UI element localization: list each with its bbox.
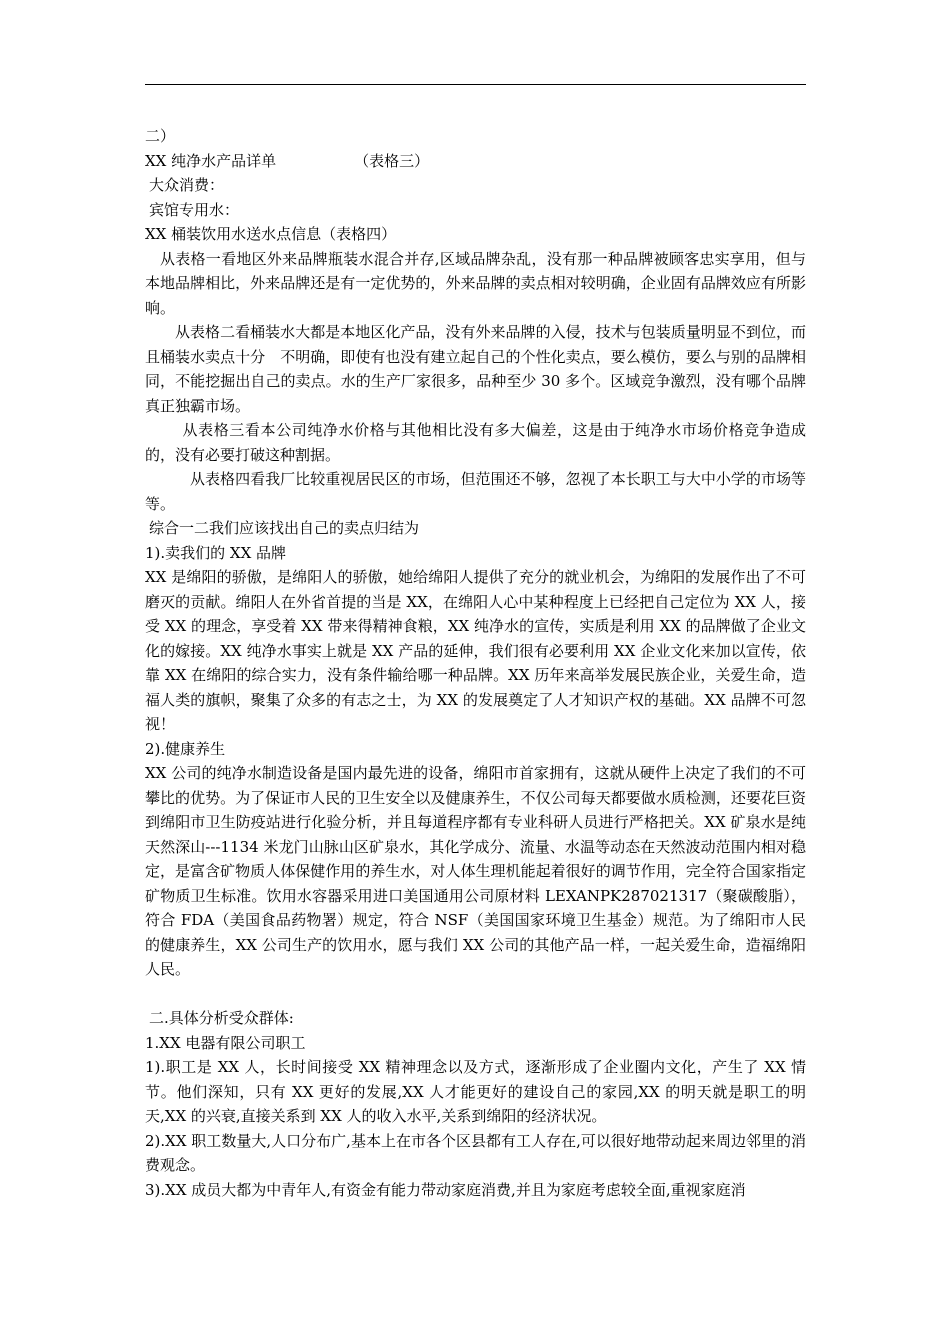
product-list-line xyxy=(145,149,806,174)
paragraph-table-three: 从表格三看本公司纯净水价格与其他相比没有多大偏差，这是由于纯净水市场价格竞争造成的，没有必要打破这种割据。 xyxy=(145,421,806,464)
paragraph-health: XX 公司的纯净水制造设备是国内最先进的设备，绵阳市首家拥有，这就从硬件上决定了我们的不可攀比的优势。为了保证市人民的卫生安全以及健康养生，不仅公司每天都要做水质检测，还要花巨资到绵阳市卫生防疫站进行化验分析，并且每道程序都有专业科研人员进行严格把关。XX 矿泉水是纯天然深山---1134 米龙门山脉山区矿泉水，其化学成分、流量、水温等动态在天然波动范围内相对稳定，是富含矿物质人体保健作用的养生水，对人体生理机能起着很好的调节作用，完全符合国家指定矿物质卫生标准。饮用水容器采用进口美国通用公司原材料 LEXANPK287021317（聚碳酸脂），符合 FDA（美国食品药物署）规定，符合 NSF（美国国家环境卫生基金）规范。为了绵阳市人民的健康养生，XX 公司生产的饮用水，愿与我们 XX 公司的其他产品一样，一起关爱生命，造福绵阳人民。 xyxy=(145,764,806,978)
paragraph-employees-3: 3).XX 成员大都为中青年人,有资金有能力带动家庭消费,并且为家庭考虑较全面,重视家庭消 xyxy=(145,1180,746,1199)
hotel-water-label: 宾馆专用水： xyxy=(149,200,240,219)
summary-line: 综合一二我们应该找出自己的卖点归结为 xyxy=(149,519,420,537)
section-number: 二） xyxy=(145,127,176,145)
blank-line xyxy=(145,982,806,1007)
product-list-title: XX 纯净水产品详单 xyxy=(145,151,277,170)
heading-brand: 1).卖我们的 XX 品牌 xyxy=(145,543,287,562)
document-body xyxy=(145,124,806,1202)
table-three-label: （表格三） xyxy=(354,151,430,170)
paragraph-employees-2: 2).XX 职工数量大,人口分布广,基本上在市各个区县都有工人存在,可以很好地带动起来周边邻里的消费观念。 xyxy=(145,1131,806,1174)
paragraph-table-four: 从表格四看我厂比较重视居民区的市场，但范围还不够，忽视了本长职工与大中小学的市场等等。 xyxy=(145,470,806,513)
header-rule xyxy=(145,84,806,85)
paragraph-table-one: 从表格一看地区外来品牌瓶装水混合并存,区域品牌杂乱，没有那一种品牌被顾客忠实享用，但与本地品牌相比，外来品牌还是有一定优势的，外来品牌的卖点相对较明确，企业固有品牌效应有所影响。 xyxy=(145,249,806,317)
heading-audience: 二.具体分析受众群体: xyxy=(149,1009,294,1027)
paragraph-brand: XX 是绵阳的骄傲，是绵阳人的骄傲，她给绵阳人提供了充分的就业机会，为绵阳的发展作出了不可磨灭的贡献。绵阳人在外省首提的当是 XX，在绵阳人心中某种程度上已经把自己定位为 XX 人，接受 XX 的理念，享受着 XX 带来得精神食粮，XX 纯净水的宣传，实质是利用 XX 的品牌做了企业文化的嫁接。XX 纯净水事实上就是 XX 产品的延伸，我们很有必要利用 XX 企业文化来加以宣传，依靠 XX 在绵阳的综合实力，没有条件输给哪一种品牌。XX 历年来高举发展民族企业，关爱生命，造福人类的旗帜，聚集了众多的有志之士，为 XX 的发展奠定了人才知识产权的基础。XX 品牌不可忽视！ xyxy=(145,568,806,733)
heading-health: 2).健康养生 xyxy=(145,739,226,758)
delivery-info-title: XX 桶装饮用水送水点信息（表格四） xyxy=(145,225,397,243)
paragraph-employees-1: 1).职工是 XX 人，长时间接受 XX 精神理念以及方式，逐渐形成了企业圈内文化，产生了 XX 情节。他们深知，只有 XX 更好的发展,XX 人才能更好的建设自己的家园,XX 的明天就是职工的明天,XX 的兴衰,直接关系到 XX 人的收入水平,关系到绵阳的经济状况。 xyxy=(145,1058,806,1125)
heading-employees: 1.XX 电器有限公司职工 xyxy=(145,1033,306,1052)
mass-consumption-label: 大众消费： xyxy=(149,176,225,194)
paragraph-table-two: 从表格二看桶装水大都是本地区化产品，没有外来品牌的入侵，技术与包装质量明显不到位，而且桶装水卖点十分 不明确，即使有也没有建立起自己的个性化卖点，要么模仿，要么与别的品牌相同，不能挖掘出自己的卖点。水的生产厂家很多，品种至少 30 多个。区域竞争激烈，没有哪个品牌真正独霸市场。 xyxy=(145,323,806,415)
